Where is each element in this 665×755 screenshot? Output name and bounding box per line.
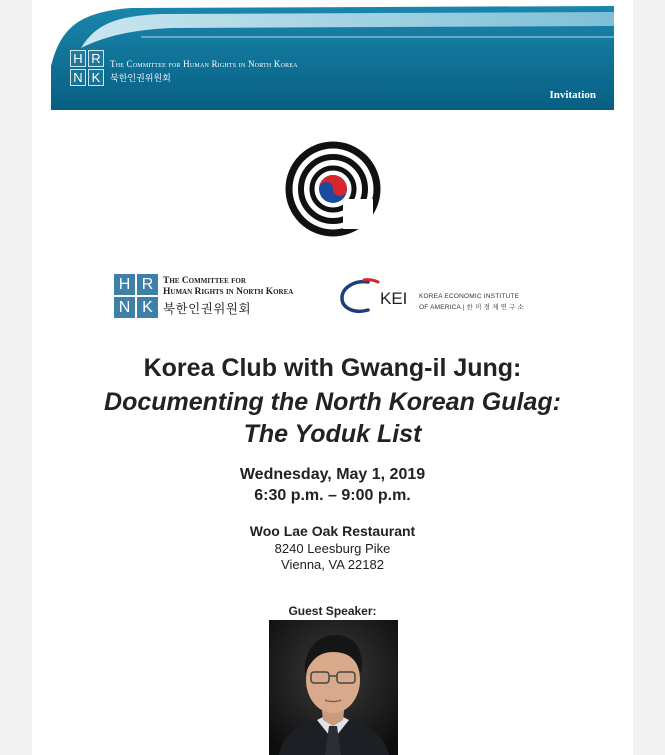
logo-letter: R — [88, 50, 104, 67]
logo-letter: H — [114, 274, 135, 295]
logo-letter: K — [88, 69, 104, 86]
banner-hrnk-logo — [70, 50, 104, 86]
banner-org-name: The Committee for Human Rights in North Korea — [110, 59, 298, 69]
hrnk-org-line1: The Committee for — [163, 276, 246, 286]
hrnk-logo — [114, 274, 310, 320]
banner-background — [51, 6, 614, 110]
event-title-line2: Documenting the North Korean Gulag: — [104, 388, 561, 416]
kei-name-line2: OF AMERICA | 한 미 경 제 연 구 소 — [419, 304, 525, 311]
kei-name-line1: KOREA ECONOMIC INSTITUTE — [419, 293, 520, 300]
header-banner — [51, 6, 614, 110]
hrnk-org-name — [163, 276, 293, 298]
speaker-photo — [269, 620, 398, 755]
banner-org-name-korean: 북한인권위원회 — [110, 74, 171, 84]
guest-speaker-label: Guest Speaker: — [288, 604, 377, 618]
logo-letter: K — [137, 297, 158, 318]
event-address-line1: 8240 Leesburg Pike — [274, 541, 391, 556]
hrnk-letter-grid — [114, 274, 158, 318]
logo-letter: N — [114, 297, 135, 318]
event-venue: Woo Lae Oak Restaurant — [249, 523, 416, 539]
logo-letter: R — [137, 274, 158, 295]
logo-letter: H — [70, 50, 86, 67]
banner-invitation-label: Invitation — [549, 89, 596, 101]
invitation-page — [32, 0, 633, 755]
kei-logo — [338, 276, 548, 316]
korea-club-emblem-icon — [285, 141, 381, 237]
event-time: 6:30 p.m. – 9:00 p.m. — [254, 487, 411, 504]
event-title-line1: Korea Club with Gwang-il Jung: — [143, 354, 522, 382]
hrnk-org-name-korean: 북한인권위원회 — [163, 301, 252, 316]
kei-abbreviation: KEI — [380, 289, 408, 308]
event-title-line3: The Yoduk List — [243, 420, 422, 448]
logo-letter: N — [70, 69, 86, 86]
event-address-line2: Vienna, VA 22182 — [281, 557, 384, 572]
kei-swoosh-icon — [338, 276, 382, 316]
hrnk-org-line2: Human Rights in North Korea — [163, 287, 294, 297]
event-date: Wednesday, May 1, 2019 — [239, 466, 426, 483]
